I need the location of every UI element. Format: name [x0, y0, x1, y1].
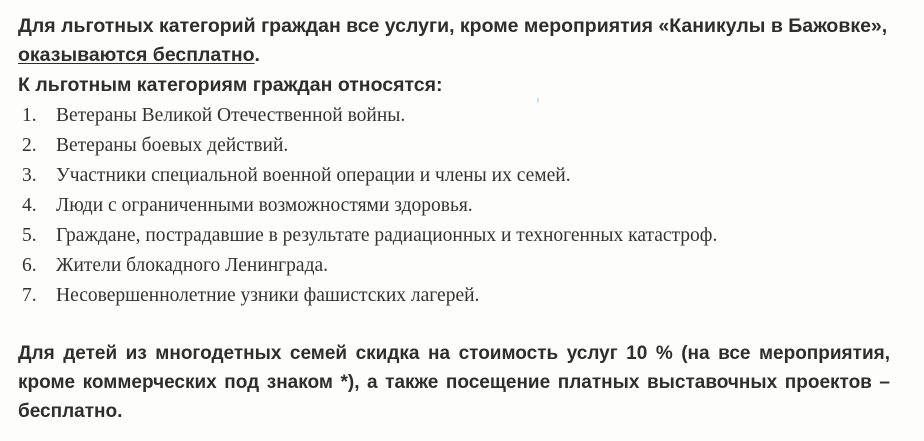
intro-paragraph	[18, 12, 898, 70]
intro-period: .	[254, 44, 260, 66]
list-item	[22, 251, 717, 281]
list-item-number: 3.	[22, 165, 37, 186]
list-item	[22, 221, 717, 251]
list-item-text: Ветераны боевых действий.	[56, 135, 289, 156]
list-item-number: 6.	[22, 255, 37, 276]
free-of-charge-underlined: оказываются бесплатно	[18, 44, 255, 66]
list-item-number: 2.	[22, 135, 37, 156]
list-item-number: 7.	[22, 285, 37, 306]
list-item-text: Граждане, пострадавшие в результате радиационных и техногенных катастроф.	[56, 225, 718, 246]
scan-speck	[537, 98, 539, 103]
list-item	[22, 161, 717, 191]
list-item	[22, 281, 717, 311]
list-item	[22, 101, 717, 131]
list-item-text: Ветераны Великой Отечественной войны.	[56, 105, 406, 126]
list-item-text: Участники специальной военной операции и члены их семей.	[56, 165, 571, 186]
intro-text: Для льготных категорий граждан все услуги, кроме мероприятия «Каникулы в Бажовке»,	[18, 15, 888, 37]
list-item	[22, 191, 717, 221]
categories-heading: К льготным категориям граждан относятся:	[18, 74, 443, 96]
list-item	[22, 131, 717, 161]
list-item-text: Люди с ограниченными возможностями здоровья.	[56, 195, 473, 216]
list-item-text: Несовершеннолетние узники фашистских лагерей.	[56, 285, 480, 306]
list-item-number: 4.	[22, 195, 37, 216]
list-item-number: 5.	[22, 225, 37, 246]
categories-list	[22, 101, 717, 311]
discount-note: Для детей из многодетных семей скидка на стоимость услуг 10 % (на все мероприятия, кроме коммерческих под знаком *), а также посещение платных выставочных проектов – бесплатно.	[18, 343, 890, 422]
list-item-text: Жители блокадного Ленинграда.	[56, 255, 329, 276]
list-item-number: 1.	[22, 105, 37, 126]
